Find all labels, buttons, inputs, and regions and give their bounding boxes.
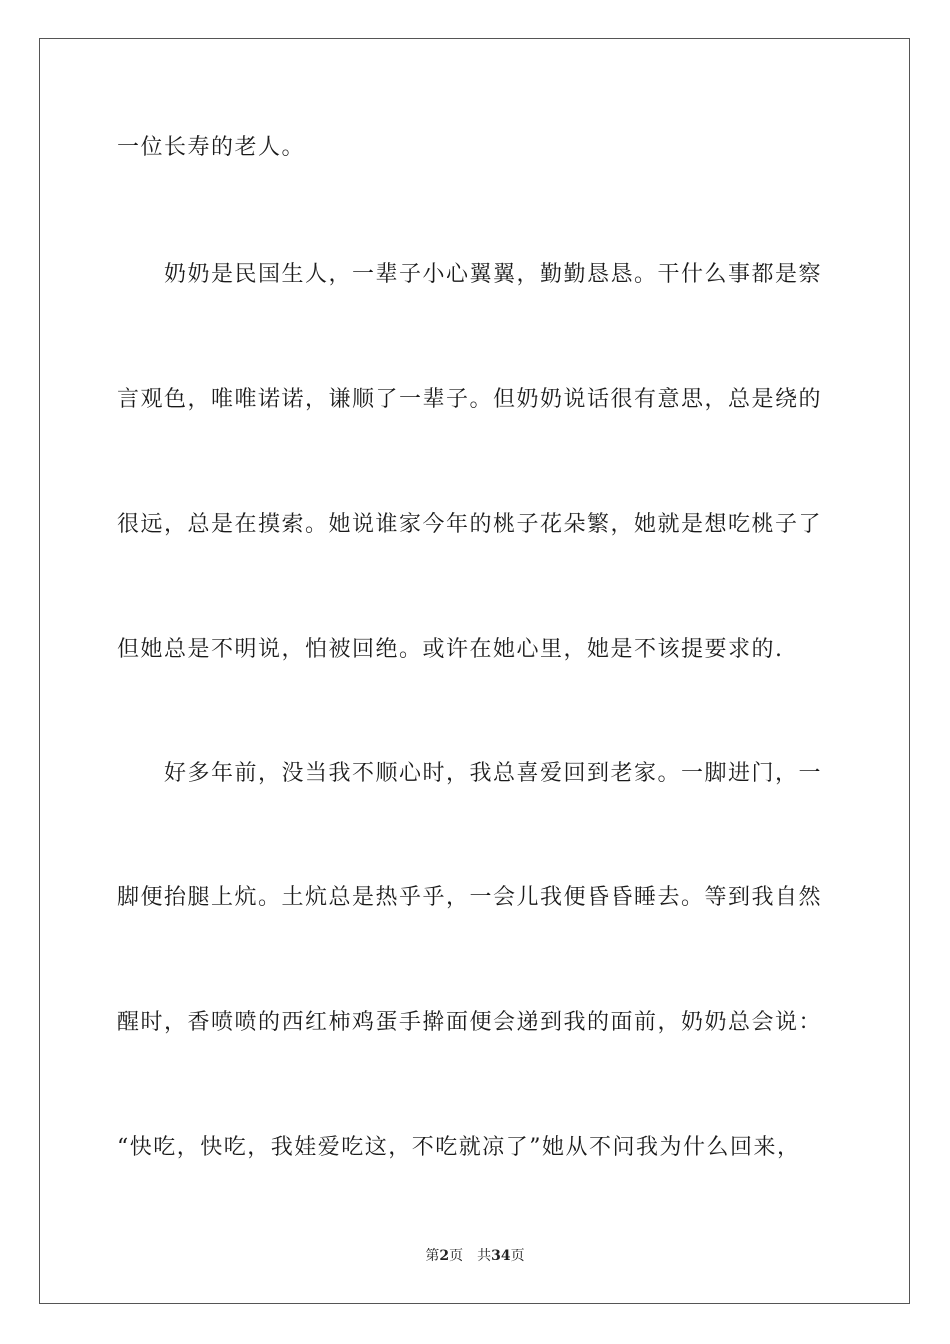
footer-total-number: 34 <box>491 1248 511 1264</box>
footer-total-prefix: 共 <box>477 1248 492 1264</box>
text-line-4: 很远，总是在摸索。她说谁家今年的桃子花朵繁，她就是想吃桃子了 <box>117 512 823 537</box>
footer-page-suffix: 页 <box>449 1248 464 1264</box>
page-border <box>39 38 910 1304</box>
footer-page-number: 2 <box>439 1248 450 1264</box>
text-line-3: 言观色，唯唯诺诺，谦顺了一辈子。但奶奶说话很有意思，总是绕的 <box>117 387 823 412</box>
text-line-2: 奶奶是民国生人，一辈子小心翼翼，勤勤恳恳。干什么事都是察 <box>117 262 823 287</box>
footer-page-prefix: 第 <box>425 1248 440 1264</box>
text-line-5: 但她总是不明说，怕被回绝。或许在她心里，她是不该提要求的. <box>117 637 784 662</box>
footer-total-suffix: 页 <box>510 1248 525 1264</box>
page-footer <box>0 1246 950 1266</box>
text-line-7: 脚便抬腿上炕。土炕总是热乎乎，一会儿我便昏昏睡去。等到我自然 <box>117 885 823 910</box>
text-line-1: 一位长寿的老人。 <box>117 135 306 160</box>
text-line-9: “快吃，快吃，我娃爱吃这，不吃就凉了”她从不问我为什么回来， <box>117 1135 801 1160</box>
text-line-8: 醒时，香喷喷的西红柿鸡蛋手擀面便会递到我的面前，奶奶总会说： <box>117 1010 823 1035</box>
text-line-6: 好多年前，没当我不顺心时，我总喜爱回到老家。一脚进门，一 <box>117 761 823 786</box>
